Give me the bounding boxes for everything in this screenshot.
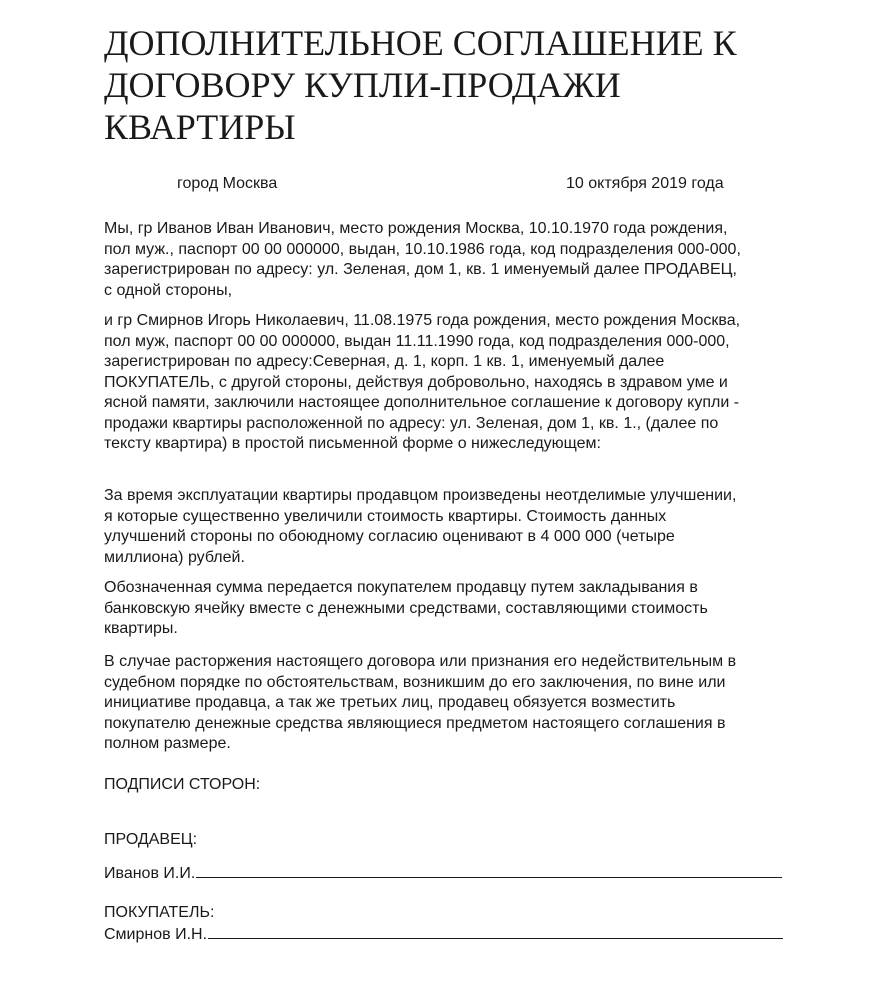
buyer-label: ПОКУПАТЕЛЬ:	[104, 904, 215, 921]
seller-name: Иванов И.И.	[104, 865, 196, 882]
document-title: ДОПОЛНИТЕЛЬНОЕ СОГЛАШЕНИЕ К ДОГОВОРУ КУПЛИ-ПРОДАЖИ КВАРТИРЫ	[104, 23, 737, 147]
seller-label: ПРОДАВЕЦ:	[104, 831, 198, 848]
paragraph-seller-details: Мы, гр Иванов Иван Иванович, место рождения Москва, 10.10.1970 года рождения, пол муж., паспорт 00 00 000000, выдан, 10.10.1986 года, код подразделения 000-000, зарегистрирован по адресу: ул. Зеленая, дом 1, кв. 1 именуемый далее ПРОДАВЕЦ, с одной стороны,	[104, 220, 741, 299]
buyer-name: Смирнов И.Н.	[104, 926, 208, 943]
buyer-signature-underline	[208, 924, 783, 939]
seller-signature-line	[104, 863, 782, 884]
paragraph-buyer-details: и гр Смирнов Игорь Николаевич, 11.08.1975 года рождения, место рождения Москва, пол муж, паспорт 00 00 000000, выдан 11.11.1990 года, код подразделения 000-000, зарегистрирован по адресу:Северная, д. 1, корп. 1 кв. 1, именуемый далее ПОКУПАТЕЛЬ, с другой стороны, действуя добровольно, находясь в здравом уме и ясной памяти, заключили настоящее дополнительное соглашение к договору купли - продажи квартиры расположенной по адресу: ул. Зеленая, дом 1, кв. 1., (далее по тексту квартира) в простой письменной форме о нижеследующем:	[104, 312, 741, 452]
paragraph-termination: В случае расторжения настоящего договора или признания его недействительным в судебном порядке по обстоятельствам, возникшим до его заключения, по вине или инициативе продавца, а так же третьих лиц, продавец обязуется возместить покупателю денежные средства являющиеся предметом настоящего соглашения в полном размере.	[104, 653, 737, 752]
document-place: город Москва	[177, 175, 278, 192]
document-date: 10 октября 2019 года	[566, 175, 724, 192]
paragraph-payment: Обозначенная сумма передается покупателем продавцу путем закладывания в банковскую ячейку вместе с денежными средствами, составляющими стоимость квартиры.	[104, 579, 708, 637]
signatures-heading: ПОДПИСИ СТОРОН:	[104, 776, 261, 793]
paragraph-improvements: За время эксплуатации квартиры продавцом произведены неотделимые улучшении, я которые существенно увеличили стоимость квартиры. Стоимость данных улучшений стороны по обоюдному согласию оценивают в 4 000 000 (четыре миллиона) рублей.	[104, 487, 737, 566]
seller-signature-underline	[196, 863, 782, 878]
buyer-signature-line	[104, 924, 783, 945]
